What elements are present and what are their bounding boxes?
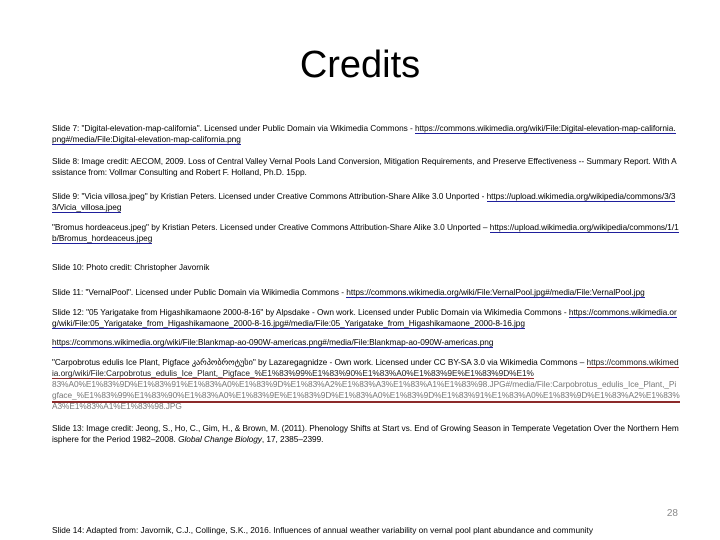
credit-slide-12-yarigatake (52, 307, 680, 329)
credit-link[interactable]: https://upload.wikimedia.org/wikipedia/commons/3/33/Vicia_villosa.jpeg (52, 191, 676, 212)
credits-list (52, 123, 680, 445)
credit-text: Slide 7: "Digital-elevation-map-california". Licensed under Public Domain via Wikimedia Commons - (52, 123, 415, 133)
credit-text: Slide 11: "VernalPool". Licensed under Public Domain via Wikimedia Commons - (52, 287, 347, 297)
credit-link-overflow[interactable]: 83%A0%E1%83%9D%E1%83%91%E1%83%A0%E1%83%9D%E1%83%A2%E1%83%A3%E1%83%A1%E1%83%98.JPG#/media/File:Carpobrotus_edulis_Ice_Plant,_Pigface_%E1%83%99%E1%83%90%E1%83%A0%E1%83%9E%E1%83%9D%E1%83%A0%E1%83%9D%E1%83%91%E1%83%A0%E1%83%9D%E1%83%A2%E1%83%A3%E1%83%A1%E1%83%98.JPG (52, 379, 680, 411)
credit-link[interactable]: https://commons.wikimedia.org/wiki/File:Blankmap-ao-090W-americas.png#/media/File:Blankmap-ao-090W-americas.png (52, 337, 494, 347)
credit-text: Slide 12: "05 Yarigatake from Higashikamaone 2000-8-16" by Alpsdake - Own work. Licensed under Public Domain via Wikimedia Commons - (52, 307, 569, 317)
credit-slide-11 (52, 287, 680, 298)
credit-slide-9-bromus (52, 222, 680, 244)
credit-slide-8: Slide 8: Image credit: AECOM, 2009. Loss of Central Valley Vernal Pools Land Conversion, Mitigation Requirements, and Preserve Effectiveness -- Summary Report. With Assistance from: Vollmar Consulting and Robert F. Holland, Ph.D. 15pp. (52, 156, 677, 177)
credit-link[interactable]: https://commons.wikimedia.org/wiki/File:VernalPool.jpg#/media/File:VernalPool.jpg (346, 287, 645, 297)
credit-link[interactable]: https://commons.wikimedia.org/wiki/File:05_Yarigatake_from_Higashikamaone_2000-8-16.jpg#/media/File:05_Yarigatake_from_Higashikamaone_2000-8-16.jpg (52, 307, 677, 328)
credit-text: "Carpobrotus edulis Ice Plant, Pigface კარპობროტუსი" by Lazaregagnidze - Own work. Licensed under CC BY-SA 3.0 via Wikimedia Commons – (52, 357, 587, 367)
credit-slide-12-carpobrotus (52, 357, 680, 411)
credit-slide-10: Slide 10: Photo credit: Christopher Javornik (52, 262, 210, 272)
page-title: Credits (299, 44, 421, 86)
credit-text: "Bromus hordeaceus.jpeg" by Kristian Peters. Licensed under Creative Commons Attribution-Share Alike 3.0 Unported – (52, 222, 490, 232)
credit-text-tail: , 17, 2385–2399. (261, 434, 324, 444)
credit-slide-13 (52, 423, 680, 445)
credit-link[interactable]: https://commons.wikimedia.org/wiki/File:Carpobrotus_edulis_Ice_Plant,_Pigface_%E1%83%99%E1%83%90%E1%83%A0%E1%83%9E%E1%83%9D%E1% (52, 357, 679, 378)
credit-link[interactable]: https://upload.wikimedia.org/wikipedia/commons/1/1b/Bromus_hordeaceus.jpeg (52, 222, 679, 243)
credit-slide-9-vicia (52, 191, 680, 213)
credit-slide-14: Slide 14: Adapted from: Javornik, C.J., Collinge, S.K., 2016. Influences of annual weather variability on vernal pool plant abundance and community (52, 525, 593, 535)
journal-title: Global Change Biology (178, 434, 262, 444)
page-number: 28 (666, 508, 678, 519)
credit-text: Slide 9: "Vicia villosa.jpeg" by Kristian Peters. Licensed under Creative Commons Attribution-Share Alike 3.0 Unported - (52, 191, 487, 201)
credit-text: Slide 13: Image credit: Jeong, S., Ho, C., Gim, H., & Brown, M. (2011). Phenology Shifts at Start vs. End of Growing Season in Temperate Vegetation Over the Northern Hemisphere for the Period 1982–2008. (52, 423, 679, 444)
credit-slide-7 (52, 123, 680, 145)
credit-link[interactable]: https://commons.wikimedia.org/wiki/File:Digital-elevation-map-california.png#/media/File:Digital-elevation-map-california.png (52, 123, 676, 144)
credit-slide-12-blankmap (52, 337, 680, 348)
